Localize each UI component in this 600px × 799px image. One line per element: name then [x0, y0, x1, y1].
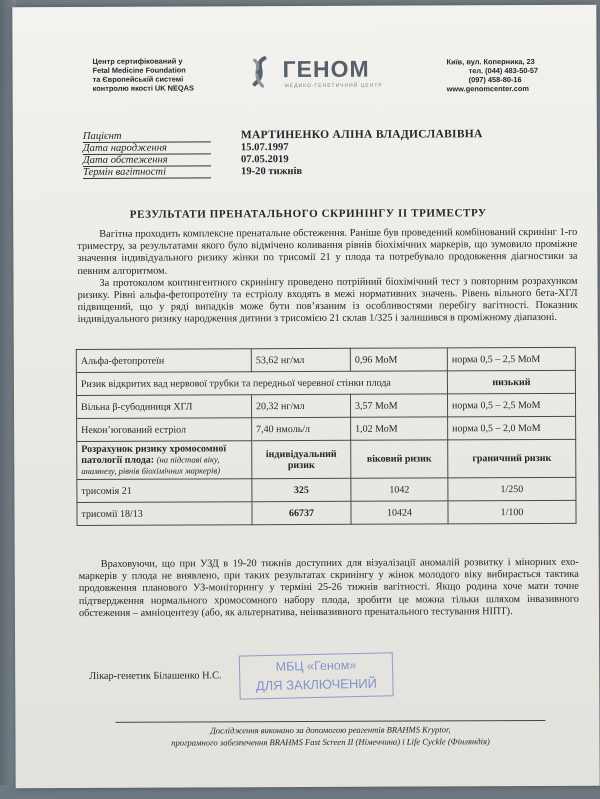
birth-date-value: 15.07.1997: [240, 142, 289, 154]
marker-row: [77, 416, 576, 441]
cert-line: та Європейській системі: [92, 74, 184, 84]
cert-line: Центр сертифікований у: [92, 56, 183, 66]
marker-name: Вільна β-субодиниця ХГЛ: [76, 395, 251, 419]
risk-age: 10424: [351, 501, 448, 524]
risk-header-note: (на підставі віку, анамнезу, рівнів біохімічних маркерів): [81, 454, 221, 476]
patient-name: МАРТИНЕНКО АЛІНА ВЛАДИСЛАВІВНА: [240, 128, 483, 142]
marker-value: 53,62 нг/мл: [251, 348, 350, 371]
ntd-risk-value: низький: [447, 370, 575, 394]
patient-info: [83, 129, 553, 179]
risk-row: [77, 500, 576, 525]
exam-date-label: Дата обстеження: [83, 154, 211, 167]
marker-row: [76, 347, 575, 372]
marker-norm: норма 0,5 – 2,0 МоМ: [448, 416, 576, 440]
marker-mom: 0,96 МоМ: [350, 348, 447, 371]
document-page: [12, 5, 599, 789]
gestation-value: 19-20 тижнів: [240, 166, 303, 178]
risk-header-main: Розрахунок ризику хромосомної патології плода:: [81, 443, 227, 466]
marker-name: Некон’югований естріол: [77, 418, 252, 442]
gestation-row: [83, 165, 553, 179]
dna-logo-icon: [243, 54, 279, 90]
exam-date-value: 07.05.2019: [240, 154, 289, 166]
logo-tagline: МЕДИКО-ГЕНЕТИЧНИЙ ЦЕНТР: [284, 82, 383, 90]
contact-phone-mobile: (097) 458-80-16: [468, 75, 522, 85]
marker-mom: 1,02 МоМ: [351, 417, 448, 440]
col-age-risk: віковий ризик: [351, 440, 448, 478]
marker-norm: норма 0,5 – 2,5 МоМ: [447, 393, 575, 417]
clinic-stamp: [239, 652, 394, 699]
marker-norm: норма 0,5 – 2,5 МоМ: [447, 347, 575, 371]
risk-cutoff: 1/250: [448, 477, 576, 501]
risk-cutoff: 1/100: [448, 500, 576, 524]
stamp-line-2: ДЛЯ ЗАКЛЮЧЕНИЙ: [255, 675, 378, 694]
intro-paragraph-2: За протоколом контингентного скринінгу проведено потрійний біохімічний тест з повторним розрахунком ризику. Рівні альфа-фетопротеїну та естріолу входять в межі нормативних значень. Рівень вільного бета-ХГЛ підвищений, що у ряді випадків може бути пов’язаним із особливостями перебігу вагітності. Показник індивідуального ризику народження дитини з трисомією 21 склав 1/325 і залишився в проміжному діапазоні.: [77, 275, 578, 326]
results-table: [76, 347, 577, 526]
col-cutoff-risk: граничний ризик: [448, 439, 576, 478]
contact-website: www.genomcenter.com: [446, 84, 529, 94]
marker-value: 7,40 нмоль/л: [252, 417, 351, 440]
risk-individual: 66737: [252, 501, 351, 524]
risk-condition: трисомії 18/13: [77, 502, 252, 526]
genom-logo: [240, 51, 420, 92]
gestation-label: Термін вагітності: [83, 166, 211, 179]
marker-name: Альфа-фетопротеїн: [76, 349, 251, 373]
ntd-risk-row: [76, 370, 575, 395]
conclusion-section: [79, 557, 579, 620]
col-individual-risk: індивідуальний ризик: [252, 440, 351, 478]
risk-individual: 325: [252, 478, 351, 501]
marker-value: 20,32 нг/мл: [251, 394, 350, 417]
conclusion-paragraph: Враховуючи, що при УЗД в 19-20 тижнів доступних для візуалізації аномалій розвитку і мінорних ехо-маркерів у плода не виявлено, при таких результатах скринінгу у жінок молодого віку вибирається тактика продовження планового УЗ-моніторингу у терміні 25-26 тижнів вагітності. Якщо родина хоче мати точне підтвердження нормального хромосомного набору плода, зробити це можна тільки шляхом інвазивного обстеження – амніоцентезу (або, як альтернатива, неінвазивного пренатального тестування НІПТ).: [78, 556, 579, 619]
cert-line: контролю якості UK NEQAS: [92, 83, 194, 93]
patient-label: Пацієнт: [83, 130, 211, 143]
risk-age: 1042: [351, 478, 448, 501]
risk-condition: трисомія 21: [77, 479, 252, 503]
footer-line-2: програмного забезпечення BRAHMS Fast Screen II (Німеччина) і Life Cyckle (Фінляндія): [171, 736, 490, 748]
risk-row: [77, 477, 576, 502]
cert-line: Fetal Medicine Foundation: [92, 65, 186, 75]
birth-date-label: Дата народження: [83, 142, 211, 155]
marker-row: [76, 393, 575, 418]
footer-line-1: Дослідження виконано за допомогою реагентів BRAHMS Kryptor,: [210, 724, 451, 736]
contact-address: Київ, вул. Коперника, 23: [446, 56, 535, 67]
doctor-signature: Лікар-генетик Білашенко Н.С.: [89, 670, 222, 682]
report-title: РЕЗУЛЬТАТИ ПРЕНАТАЛЬНОГО СКРИНІНГУ II ТРИМЕСТРУ: [129, 207, 487, 221]
intro-section: [77, 227, 577, 327]
certification-block: [93, 56, 223, 93]
footer-note: [115, 720, 545, 749]
contact-phone: тел. (044) 483-50-57: [468, 65, 539, 76]
risk-header-cell: [77, 441, 252, 480]
contact-block: [447, 57, 587, 94]
stamp-line-1: МБЦ «Геном»: [275, 658, 357, 674]
intro-paragraph-1: Вагітна проходить комплексне пренатальне обстеження. Раніше був проведений комбінований скринінг 1-го триместру, за результатами якого було відмічено коливання рівнів біохімічних маркерів, що зумовило проміжне значення індивідуального ризику жінки по трисомії 21 у плода та потребувало продовження діагностики за певним алгоритмом.: [77, 226, 578, 277]
ntd-risk-label: Ризик відкритих вад нервової трубки та передньої черевної стінки плода: [76, 371, 447, 396]
marker-mom: 3,57 МоМ: [350, 394, 447, 417]
risk-header-row: [77, 439, 576, 479]
logo-wordmark: ГЕНОМ: [282, 55, 370, 83]
